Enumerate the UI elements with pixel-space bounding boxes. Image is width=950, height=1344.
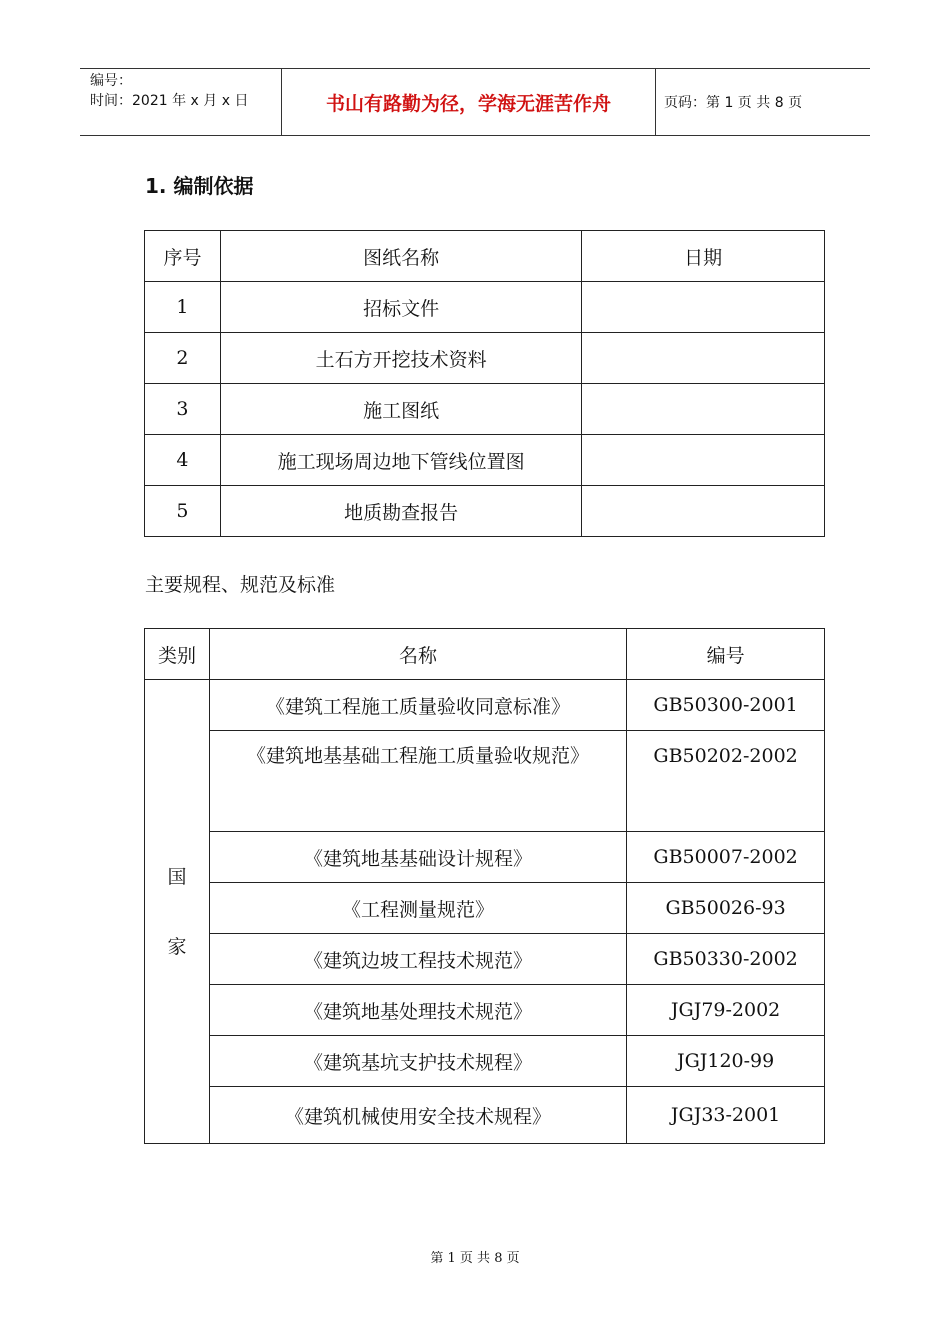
standard-code: GB50026-93 bbox=[627, 883, 825, 934]
standard-code: JGJ33-2001 bbox=[627, 1087, 825, 1144]
header-meta bbox=[80, 69, 282, 135]
category-char: 家 bbox=[167, 935, 187, 958]
table-row bbox=[145, 832, 825, 883]
drawing-date bbox=[582, 486, 825, 537]
drawing-date bbox=[582, 333, 825, 384]
page-footer: 第 1 页 共 8 页 bbox=[430, 1251, 520, 1266]
header-cell: 图纸名称 bbox=[220, 231, 581, 282]
header-page-info: 页码：第 1 页 共 8 页 bbox=[664, 95, 803, 111]
table-row bbox=[145, 1087, 825, 1144]
standard-code: GB50007-2002 bbox=[627, 832, 825, 883]
header-cell: 序号 bbox=[145, 231, 221, 282]
row-index: 4 bbox=[145, 435, 221, 486]
drawing-name: 施工现场周边地下管线位置图 bbox=[220, 435, 581, 486]
standard-name: 《建筑基坑支护技术规程》 bbox=[209, 1036, 626, 1087]
table-header-row bbox=[145, 231, 825, 282]
standards-title: 主要规程、规范及标准 bbox=[145, 574, 336, 596]
table-row bbox=[145, 486, 825, 537]
drawing-date bbox=[582, 282, 825, 333]
header-cell: 名称 bbox=[209, 629, 626, 680]
standard-code: JGJ79-2002 bbox=[627, 985, 825, 1036]
standards-table bbox=[144, 628, 825, 1144]
row-index: 1 bbox=[145, 282, 221, 333]
drawing-name: 地质勘查报告 bbox=[220, 486, 581, 537]
table-row bbox=[145, 1036, 825, 1087]
standard-code: GB50330-2002 bbox=[627, 934, 825, 985]
category-cell bbox=[145, 680, 210, 1144]
table-row bbox=[145, 333, 825, 384]
table-row bbox=[145, 384, 825, 435]
standard-code: GB50300-2001 bbox=[627, 680, 825, 731]
table-row bbox=[145, 435, 825, 486]
standard-name: 《建筑地基基础工程施工质量验收规范》 bbox=[209, 731, 626, 832]
table-row bbox=[145, 731, 825, 832]
time-label: 时间：2021 年 x 月 x 日 bbox=[90, 93, 249, 109]
standard-name: 《建筑工程施工质量验收同意标准》 bbox=[209, 680, 626, 731]
table-row bbox=[145, 883, 825, 934]
drawing-name: 土石方开挖技术资料 bbox=[220, 333, 581, 384]
standard-code: GB50202-2002 bbox=[627, 731, 825, 832]
row-index: 5 bbox=[145, 486, 221, 537]
category-char: 国 bbox=[167, 865, 187, 888]
drawing-date bbox=[582, 435, 825, 486]
drawings-table bbox=[144, 230, 825, 537]
standard-code: JGJ120-99 bbox=[627, 1036, 825, 1087]
page-header bbox=[80, 68, 870, 136]
row-index: 3 bbox=[145, 384, 221, 435]
standard-name: 《建筑边坡工程技术规范》 bbox=[209, 934, 626, 985]
number-label: 编号： bbox=[90, 73, 132, 89]
table-row bbox=[145, 680, 825, 731]
section-title: 1. 编制依据 bbox=[145, 174, 254, 198]
header-cell: 类别 bbox=[145, 629, 210, 680]
table-header-row bbox=[145, 629, 825, 680]
drawing-name: 招标文件 bbox=[220, 282, 581, 333]
drawing-date bbox=[582, 384, 825, 435]
header-cell: 日期 bbox=[582, 231, 825, 282]
drawing-name: 施工图纸 bbox=[220, 384, 581, 435]
standard-name: 《建筑地基基础设计规程》 bbox=[209, 832, 626, 883]
table-row bbox=[145, 282, 825, 333]
standard-name: 《建筑机械使用安全技术规程》 bbox=[209, 1087, 626, 1144]
row-index: 2 bbox=[145, 333, 221, 384]
standard-name: 《建筑地基处理技术规范》 bbox=[209, 985, 626, 1036]
header-cell: 编号 bbox=[627, 629, 825, 680]
standard-name: 《工程测量规范》 bbox=[209, 883, 626, 934]
header-motto: 书山有路勤为径，学海无涯苦作舟 bbox=[282, 69, 656, 135]
table-row bbox=[145, 985, 825, 1036]
table-row bbox=[145, 934, 825, 985]
